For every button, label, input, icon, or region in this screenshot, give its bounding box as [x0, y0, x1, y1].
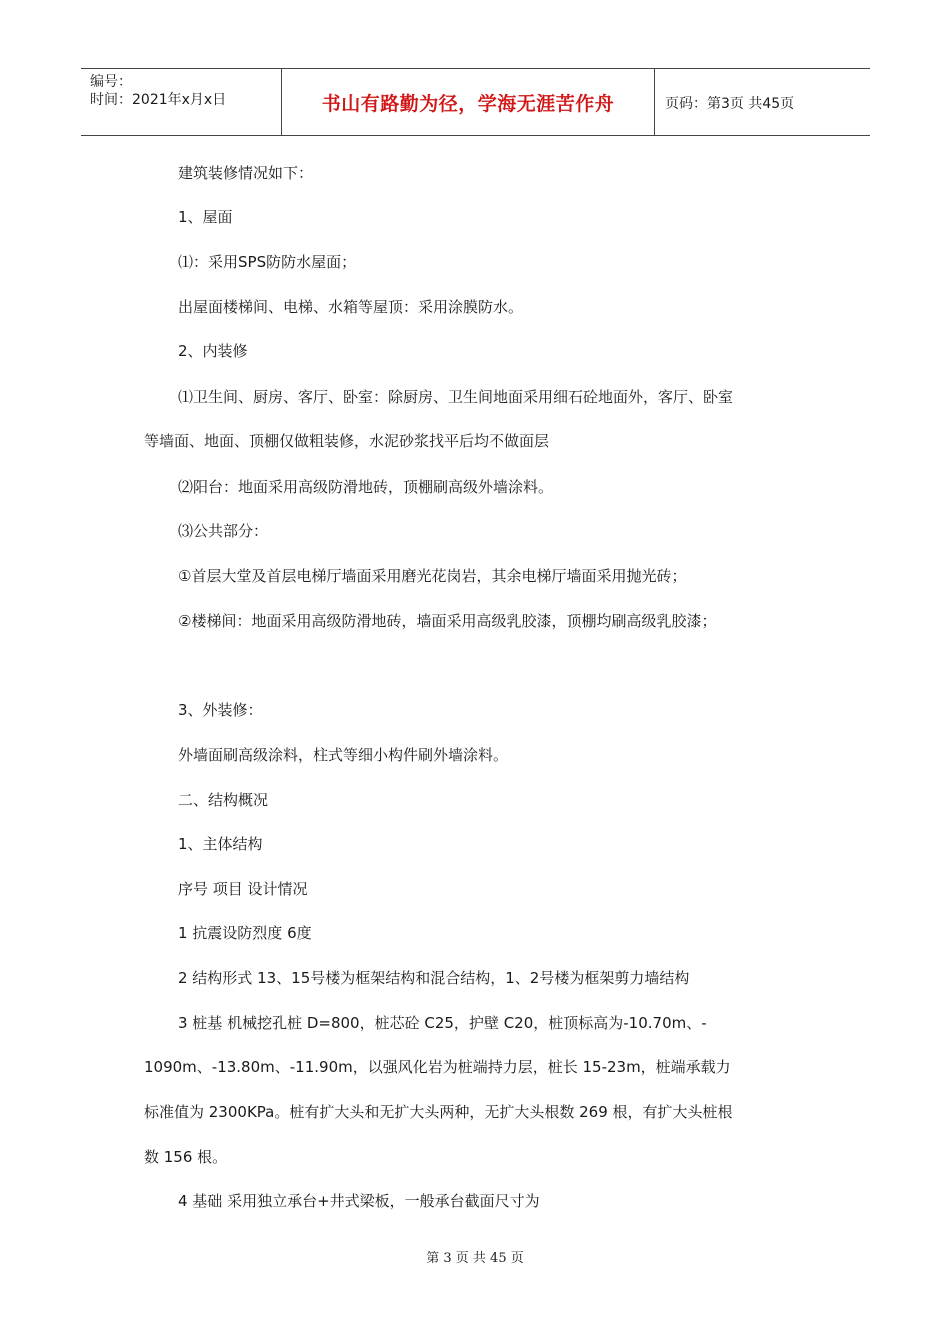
header-meta [90, 73, 226, 109]
number-label: 编号： [90, 74, 132, 90]
section-heading: 3、外装修： [178, 701, 263, 719]
paragraph-line: 1 抗震设防烈度 6度 [178, 924, 312, 942]
paragraph-line: 3 桩基 机械挖孔桩 D=800，桩芯砼 C25，护壁 C20，桩顶标高为-10.70m、- [178, 1014, 707, 1032]
time-label: 时间：2021年x月x日 [90, 92, 227, 108]
section-heading: 1、屋面 [178, 208, 233, 226]
header-page-label: 页码：第3页 共45页 [665, 96, 795, 112]
paragraph-line: ①首层大堂及首层电梯厅墙面采用磨光花岗岩，其余电梯厅墙面采用抛光砖； [178, 567, 687, 585]
paragraph-line: 标准值为 2300KPa。桩有扩大头和无扩大头两种，无扩大头根数 269 根，有扩大头桩根 [144, 1103, 733, 1121]
paragraph-line: 数 156 根。 [144, 1148, 228, 1166]
paragraph-line: 1090m、-13.80m、-11.90m，以强风化岩为桩端持力层，桩长 15-23m，桩端承载力 [144, 1058, 731, 1076]
paragraph-line: 等墙面、地面、顶棚仅做粗装修，水泥砂浆找平后均不做面层 [144, 432, 550, 450]
header-motto: 书山有路勤为径，学海无涯苦作舟 [321, 92, 615, 115]
paragraph-line: 2 结构形式 13、15号楼为框架结构和混合结构，1、2号楼为框架剪力墙结构 [178, 969, 690, 987]
paragraph-line: 4 基础 采用独立承台+井式梁板，一般承台截面尺寸为 [178, 1192, 540, 1210]
page-header [81, 68, 870, 136]
section-heading: 1、主体结构 [178, 835, 263, 853]
section-heading: 二、结构概况 [178, 791, 269, 809]
paragraph-line: ⑴卫生间、厨房、客厅、卧室：除厨房、卫生间地面采用细石砼地面外，客厅、卧室 [178, 388, 734, 406]
paragraph-line: ⑶公共部分： [178, 522, 269, 540]
paragraph-line: ⑴：采用SPS防防水屋面； [178, 253, 357, 271]
paragraph-line: ⑵阳台：地面采用高级防滑地砖，顶棚刷高级外墙涂料。 [178, 478, 554, 496]
paragraph-line: 出屋面楼梯间、电梯、水箱等屋顶：采用涂膜防水。 [178, 298, 524, 316]
paragraph-line: 建筑装修情况如下： [178, 164, 314, 182]
section-heading: 2、内装修 [178, 342, 248, 360]
paragraph-line: ②楼梯间：地面采用高级防滑地砖，墙面采用高级乳胶漆，顶棚均刷高级乳胶漆； [178, 612, 717, 630]
paragraph-line: 外墙面刷高级涂料，柱式等细小构件刷外墙涂料。 [178, 746, 509, 764]
header-divider [654, 69, 655, 135]
page-footer: 第 3 页 共 45 页 [426, 1251, 524, 1266]
table-header-line: 序号 项目 设计情况 [178, 880, 308, 898]
